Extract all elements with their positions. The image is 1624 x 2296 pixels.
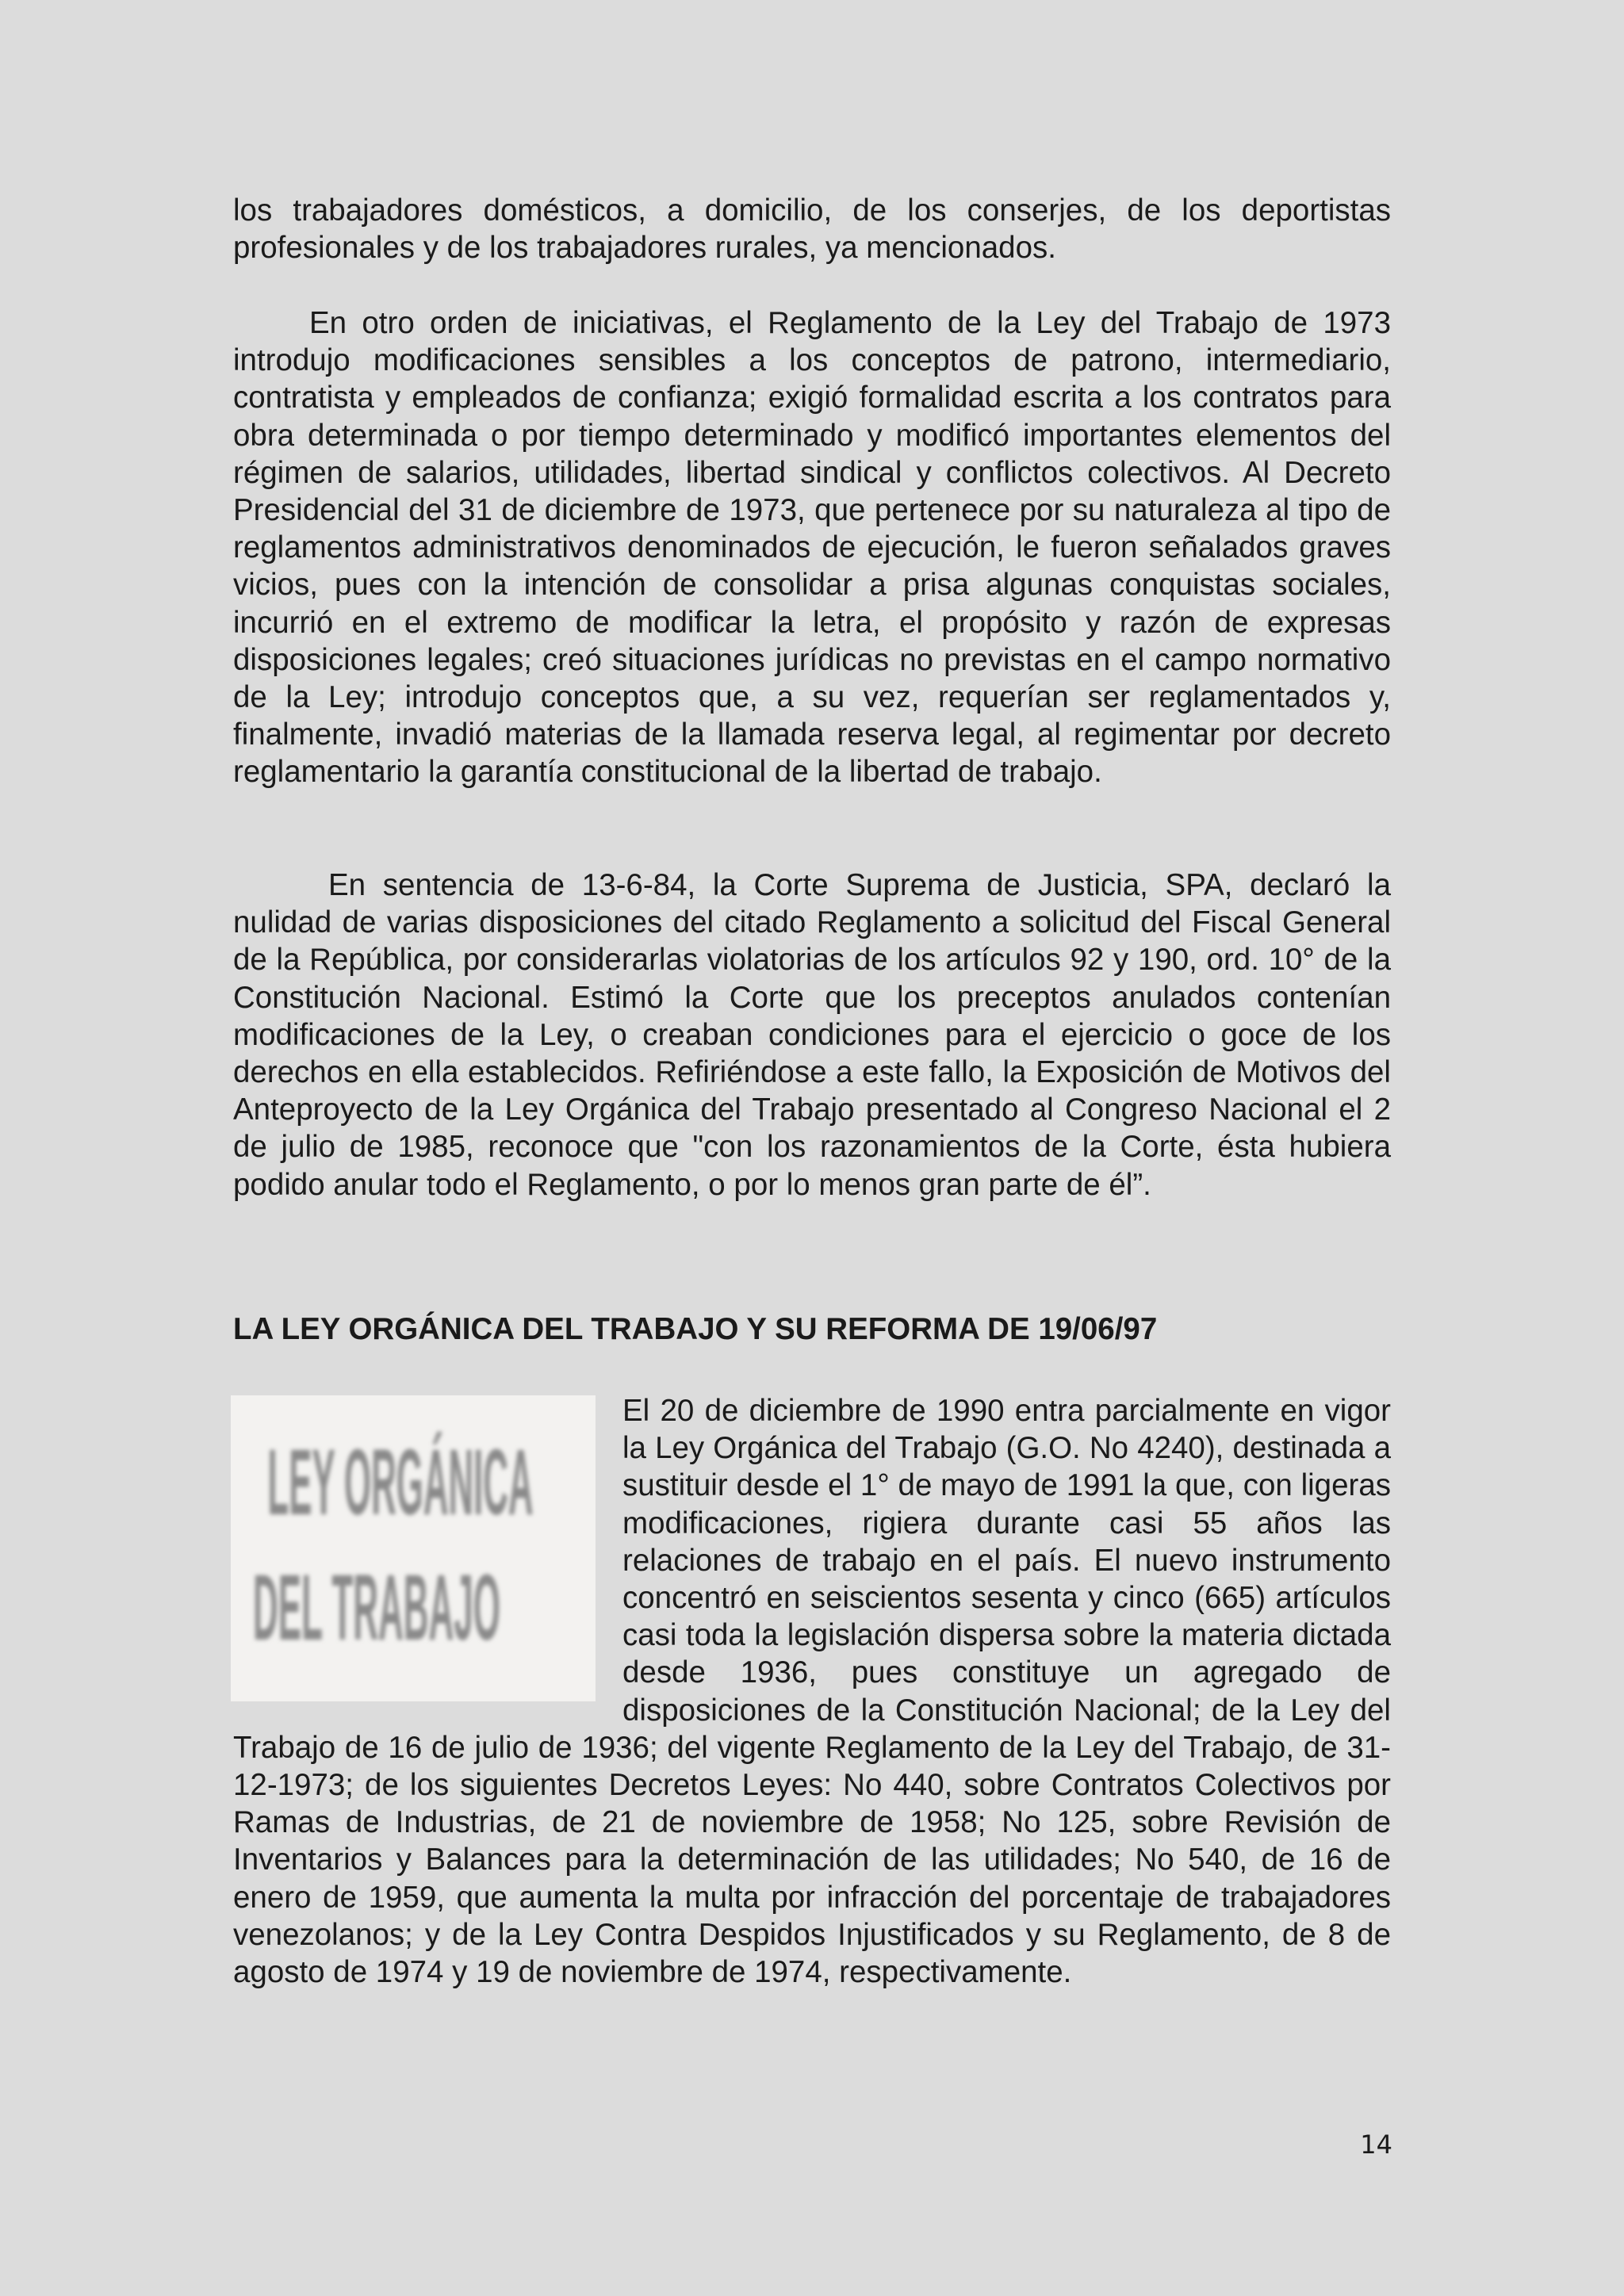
ley-organica-title-image (231, 1395, 596, 1701)
sentencia-paragraph-block (233, 867, 1391, 1203)
page-number: 14 (1360, 2130, 1392, 2160)
figure-text-line-2: DEL TRABAJO (253, 1556, 500, 1660)
paragraph-continuation: los trabajadores domésticos, a domicilio, de los conserjes, de los deportistas profesionales y de los trabajadores rurales, ya mencionados. (233, 193, 1391, 266)
paragraph-ley-organica-1990: El 20 de diciembre de 1990 entra parcialmente en vigor la Ley Orgánica del Trabajo (G.O. No 4240), destinada a sustituir desde el 1° de mayo de 1991 la que, con ligeras modificaciones, rigiera durante casi 55 años las relaciones de trabajo en el país. El nuevo instrumento concentró en seiscientos sesenta y cinco (665) artículos casi toda la legislación dispersa sobre la materia dictada desde 1936, pues constituye un agregado de disposiciones de la Constitución Nacional; de la Ley del Trabajo de 16 de julio de 1936; del vigente Reglamento de la Ley del Trabajo, de 31-12-1973; de los siguientes Decretos Leyes: No 440, sobre Contratos Colectivos por Ramas de Industrias, de 21 de noviembre de 1958; No 125, sobre Revisión de Inventarios y Balances para la determinación de las utilidades; No 540, de 16 de enero de 1959, que aumenta la multa por infracción del porcentaje de trabajadores venezolanos; y de la Ley Contra Despidos Injustificados y su Reglamento, de 8 de agosto de 1974 y 19 de noviembre de 1974, respectivamente. (233, 1394, 1391, 1990)
paragraph-reglamento-1973: En otro orden de iniciativas, el Reglamento de la Ley del Trabajo de 1973 introdujo modificaciones sensibles a los conceptos de patrono, intermediario, contratista y empleados de confianza; exigió formalidad escrita a los contratos para obra determinada o por tiempo determinado y modificó importantes elementos del régimen de salarios, utilidades, libertad sindical y conflictos colectivos. Al Decreto Presidencial del 31 de diciembre de 1973, que pertenece por su naturaleza al tipo de reglamentos administrativos denominados de ejecución, le fueron señalados graves vicios, pues con la intención de consolidar a prisa algunas conquistas sociales, incurrió en el extremo de modificar la letra, el propósito y razón de expresas disposiciones legales; creó situaciones jurídicas no previstas en el campo normativo de la Ley; introdujo conceptos que, a su vez, requerían ser reglamentados y, finalmente, invadió materias de la llamada reserva legal, al regimentar por decreto reglamentario la garantía constitucional de la libertad de trabajo. (233, 306, 1391, 790)
ley-organica-section-block (233, 1392, 1391, 1991)
figure-text-line-1: LEY ORGÁNICA (267, 1430, 534, 1535)
paragraph-sentencia-corte: En sentencia de 13-6-84, la Corte Suprema de Justicia, SPA, declaró la nulidad de varias disposiciones del citado Reglamento a solicitud del Fiscal General de la República, por considerarlas violatorias de los artículos 92 y 190, ord. 10° de la Constitución Nacional. Estimó la Corte que los preceptos anulados contenían modificaciones de la Ley, o creaban condiciones para el ejercicio o goce de los derechos en ella establecidos. Refiriéndose a este fallo, la Exposición de Motivos del Anteproyecto de la Ley Orgánica del Trabajo presentado al Congreso Nacional el 2 de julio de 1985, reconoce que "con los razonamientos de la Corte, ésta hubiera podido anular todo el Reglamento, o por lo menos gran parte de él”. (233, 868, 1391, 1202)
section-heading: LA LEY ORGÁNICA DEL TRABAJO Y SU REFORMA DE 19/06/97 (233, 1312, 1158, 1346)
ley-organica-figure (231, 1395, 596, 1701)
continued-paragraph-block (233, 192, 1391, 266)
reglamento-paragraph-block (233, 304, 1391, 791)
